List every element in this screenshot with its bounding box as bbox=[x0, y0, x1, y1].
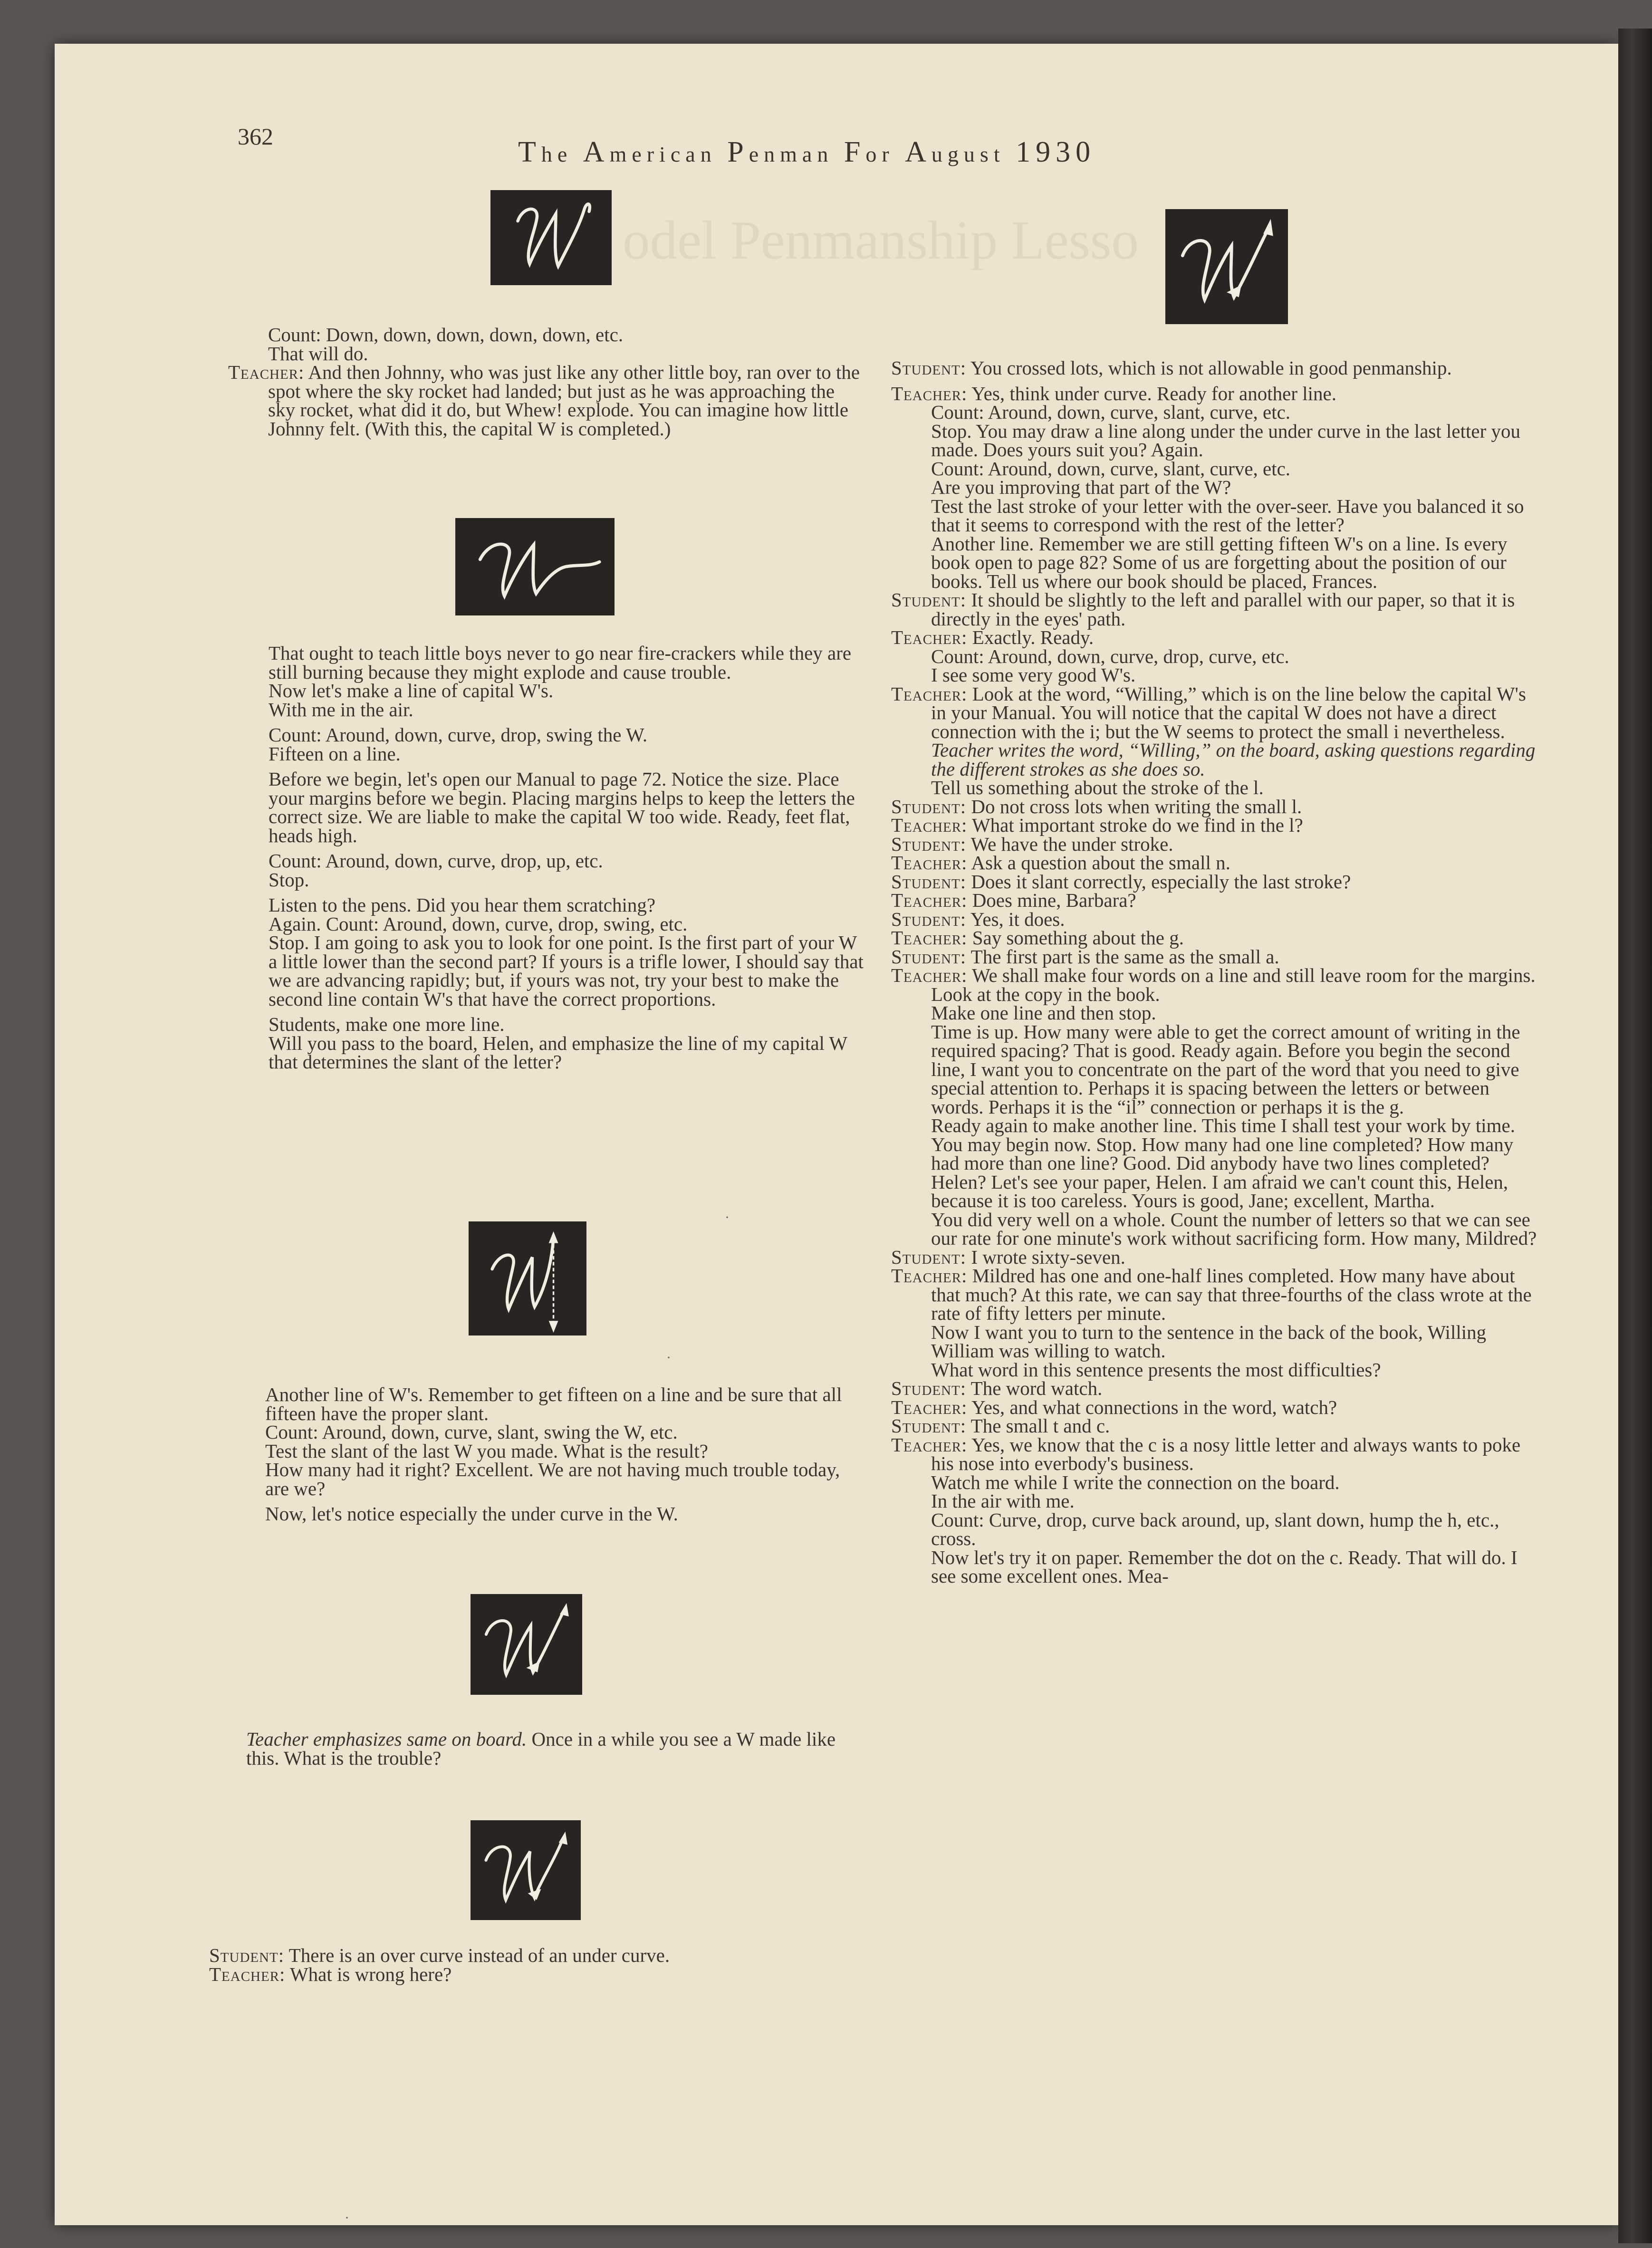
speaker-label: Teacher: bbox=[891, 964, 968, 986]
paragraph: Count: Around, down, curve, drop, up, etc. bbox=[269, 850, 603, 872]
dialog-line: Student: Yes, it does. bbox=[891, 908, 1065, 930]
speaker-label: Teacher: bbox=[891, 852, 968, 874]
capital-w-script-icon bbox=[490, 190, 612, 285]
capital-w-right-column-icon bbox=[1165, 209, 1288, 324]
paragraph: Teacher: And then Johnny, who was just like any other little boy, ran over to the spot where the sky rocket had landed; but just as he was approaching the sky rocket, what did it do, but Whew! explode. You can imagine how little Johnny felt. (With this, the capital W is completed.) bbox=[228, 361, 860, 440]
speaker-label: Student: bbox=[891, 945, 967, 968]
speaker-label: Student: bbox=[891, 1377, 967, 1399]
paragraph: Time is up. How many were able to get the correct amount of writing in the required spacing? That is good. Ready again. Before you begin the second line, I want you to concentrate on the part of the word that you need to give special attention to. Perhaps it is spacing between the letters or between words. Perhaps it is the “il” connection or perhaps it is the g. bbox=[931, 1020, 1520, 1118]
paragraph: Stop. I am going to ask you to look for one point. Is the first part of your W a little lower than the second part? If yours is a trifle lower, I should say that we are advancing rapidly; but, if yours was not, try your best to make the second line contain W's that have the correct proportions. bbox=[269, 932, 864, 1010]
paragraph: What word in this sentence presents the most difficulties? bbox=[931, 1358, 1381, 1381]
paragraph: Again. Count: Around, down, curve, drop, swing, etc. bbox=[269, 913, 688, 935]
speaker-label: Teacher: bbox=[891, 626, 968, 648]
paragraph: Teacher: Mildred has one and one-half lines completed. How many have about that much? At this rate, we can say that three-fourths of the class wrote at the rate of fifty letters per minute. bbox=[891, 1265, 1532, 1324]
speaker-label: Teacher: bbox=[891, 1265, 968, 1287]
paragraph: Teacher: We shall make four words on a line and still leave room for the margins. Look at the copy in the book. bbox=[891, 964, 1536, 1005]
speaker-label: Teacher: bbox=[228, 361, 305, 383]
paragraph: Make one line and then stop. bbox=[931, 1002, 1156, 1024]
speaker-label: Teacher: bbox=[891, 814, 968, 836]
paragraph: With me in the air. bbox=[269, 698, 413, 721]
left-column-block-5 bbox=[209, 1946, 865, 1984]
paragraph: Now let's make a line of capital W's. bbox=[269, 680, 554, 701]
paragraph: Another line of W's. Remember to get fifteen on a line and be sure that all fifteen have the proper slant. bbox=[265, 1383, 842, 1424]
capital-w-glyph bbox=[471, 1594, 582, 1695]
paragraph: Count: Around, down, curve, slant, curve, etc. bbox=[931, 401, 1291, 423]
dialog-line: Student: Does it slant correctly, especially the last stroke? bbox=[891, 870, 1351, 893]
dialog-line: Teacher: Yes, and what connections in the word, watch? bbox=[891, 1396, 1337, 1418]
paragraph: Before we begin, let's open our Manual to page 72. Notice the size. Place your margins before we begin. Placing margins helps to keep the letters the correct size. We are liable to make the capital W too wide. Ready, feet flat, heads high. bbox=[269, 768, 855, 846]
capital-w-glyph bbox=[471, 1820, 581, 1920]
speaker-label: Teacher: bbox=[891, 682, 968, 705]
dialog-line: Student: There is an over curve instead of an under curve. bbox=[209, 1944, 670, 1966]
paragraph: Teacher: Yes, think under curve. Ready for another line. bbox=[891, 382, 1336, 404]
running-head: The American Penman For August 1930 bbox=[518, 136, 1096, 168]
dialog-line: Teacher: Does mine, Barbara? bbox=[891, 889, 1136, 911]
right-column bbox=[891, 359, 1537, 1586]
paragraph: Teacher: Exactly. Ready. bbox=[891, 626, 1094, 648]
speaker-label: Student: bbox=[209, 1944, 285, 1966]
dialog-line: Teacher: Say something about the g. bbox=[891, 927, 1184, 949]
speaker-label: Teacher: bbox=[891, 382, 968, 404]
page-number: 362 bbox=[238, 123, 273, 150]
book-spine bbox=[1618, 29, 1652, 2243]
left-column-block-3 bbox=[265, 1385, 862, 1524]
speaker-label: Student: bbox=[891, 833, 967, 855]
dialog-line: Student: The first part is the same as the small a. bbox=[891, 945, 1279, 968]
capital-w-glyph bbox=[469, 1221, 586, 1335]
stray-mark: · bbox=[345, 2210, 349, 2226]
paragraph: I see some very good W's. bbox=[931, 664, 1136, 686]
dialog-line: Student: We have the under stroke. bbox=[891, 833, 1173, 855]
speaker-label: Teacher: bbox=[891, 889, 968, 911]
speaker-label: Teacher: bbox=[891, 1396, 968, 1418]
capital-w-over-curve-icon bbox=[471, 1820, 581, 1920]
paragraph: Student: It should be slightly to the left and parallel with our paper, so that it is directly in the eyes' path. bbox=[891, 589, 1515, 630]
paragraph: Test the last stroke of your letter with the over-seer. Have you balanced it so that it seems to correspond with the rest of the letter? bbox=[931, 495, 1524, 536]
capital-w-glyph bbox=[490, 190, 612, 285]
paragraph: That ought to teach little boys never to go near fire-crackers while they are still burning because they might explode and cause trouble. bbox=[269, 642, 852, 683]
speaker-label: Teacher: bbox=[209, 1963, 286, 1985]
paragraph: Teacher: Yes, we know that the c is a nosy little letter and always wants to poke his nose into everbody's business. bbox=[891, 1433, 1521, 1474]
bleed-through-text: odel Penmanship Lesso bbox=[623, 210, 1139, 270]
paragraph: In the air with me. bbox=[931, 1490, 1075, 1512]
speaker-label: Student: bbox=[891, 1415, 967, 1437]
dialog-line: Student: The small t and c. bbox=[891, 1415, 1110, 1437]
paragraph: Student: You crossed lots, which is not allowable in good penmanship. bbox=[891, 357, 1452, 379]
dialog-line: Student: Do not cross lots when writing the small l. bbox=[891, 795, 1302, 817]
dialog-line: Teacher: What important stroke do we find in the l? bbox=[891, 814, 1303, 836]
speaker-label: Student: bbox=[891, 870, 967, 893]
paragraph: Count: Curve, drop, curve back around, up, slant down, hump the h, etc., cross. bbox=[931, 1508, 1499, 1549]
left-column-block-1 bbox=[228, 326, 865, 438]
paragraph: Watch me while I write the connection on the board. bbox=[931, 1471, 1340, 1493]
capital-w-glyph bbox=[455, 518, 615, 615]
capital-w-swing-icon bbox=[455, 518, 615, 615]
dialog-line: Teacher: What is wrong here? bbox=[209, 1963, 452, 1985]
speaker-label: Student: bbox=[891, 1246, 967, 1268]
paragraph: Stop. bbox=[269, 868, 309, 891]
paragraph: Ready again to make another line. This time I shall test your work by time. You may begin now. Stop. How many had one line completed? How many had more than one line? Good. Did anybody have two lines completed? Helen? Let's see your paper, Helen. I am afraid we can't count this, Helen, because it is too careless. Yours is good, Jane; excellent, Martha. bbox=[931, 1114, 1515, 1211]
paragraph: How many had it right? Excellent. We are not having much trouble today, are we? bbox=[265, 1459, 840, 1499]
speaker-label: Student: bbox=[891, 908, 967, 930]
speaker-label: Student: bbox=[891, 357, 967, 379]
paragraph: Will you pass to the board, Helen, and emphasize the line of my capital W that determines the slant of the letter? bbox=[269, 1032, 847, 1073]
paragraph: Stop. You may draw a line along under the under curve in the last letter you made. Does yours suit you? Again. bbox=[931, 420, 1520, 461]
paragraph: Now, let's notice especially the under curve in the W. bbox=[265, 1503, 678, 1525]
speaker-label: Student: bbox=[891, 589, 967, 611]
paragraph: Another line. Remember we are still getting fifteen W's on a line. Is every book open to page 82? Some of us are forgetting about the position of our books. Tell us where our book should be placed, Frances. bbox=[931, 532, 1508, 592]
left-column-block-2 bbox=[269, 644, 865, 1072]
paragraph: Listen to the pens. Did you hear them scratching? bbox=[269, 894, 656, 916]
paragraph: You did very well on a whole. Count the number of letters so that we can see our rate for one minute's work without sacrificing form. How many, Mildred? bbox=[931, 1208, 1537, 1249]
dialog-line: Teacher: Ask a question about the small n. bbox=[891, 852, 1230, 874]
paragraph: Now I want you to turn to the sentence in the back of the book, Willing William was willing to watch. bbox=[931, 1321, 1487, 1362]
paragraph: Teacher: Look at the word, “Willing,” which is on the line below the capital W's in your Manual. You will notice that the capital W does not have a direct connection with the i; but the W seems to protect the small i nevertheless. bbox=[891, 682, 1526, 742]
paragraph: Students, make one more line. bbox=[269, 1013, 505, 1035]
paragraph: Count: Down, down, down, down, down, etc. bbox=[268, 324, 624, 346]
paragraph: Tell us something about the stroke of the l. bbox=[931, 777, 1264, 798]
paragraph: Count: Around, down, curve, drop, swing the W. bbox=[269, 724, 648, 746]
left-column-block-4 bbox=[246, 1730, 864, 1768]
dialog-line: Student: I wrote sixty-seven. bbox=[891, 1246, 1125, 1268]
paragraph: That will do. bbox=[268, 342, 368, 365]
paragraph: Teacher writes the word, “Willing,” on the board, asking questions regarding the different strokes as she does so. bbox=[931, 739, 1536, 780]
paragraph: Count: Around, down, curve, drop, curve, etc. bbox=[931, 645, 1289, 667]
paragraph: Are you improving that part of the W? bbox=[931, 476, 1231, 498]
paragraph: Test the slant of the last W you made. What is the result? bbox=[265, 1440, 708, 1462]
speaker-label: Teacher: bbox=[891, 1433, 968, 1456]
paragraph: Count: Around, down, curve, slant, curve, etc. bbox=[931, 457, 1291, 480]
speaker-label: Teacher: bbox=[891, 927, 968, 949]
dialog-line: Student: The word watch. bbox=[891, 1377, 1103, 1399]
paragraph: Count: Around, down, curve, slant, swing the W, etc. bbox=[265, 1421, 678, 1443]
capital-w-under-curve-icon bbox=[471, 1594, 582, 1695]
stray-mark: · bbox=[666, 1350, 671, 1365]
paragraph: Fifteen on a line. bbox=[269, 742, 401, 765]
paragraph: Now let's try it on paper. Remember the dot on the c. Ready. That will do. I see some excellent ones. Mea- bbox=[931, 1546, 1518, 1587]
capital-w-glyph bbox=[1165, 209, 1288, 324]
stray-mark: · bbox=[725, 1210, 730, 1225]
capital-w-arrows-icon bbox=[469, 1221, 586, 1335]
speaker-label: Student: bbox=[891, 795, 967, 817]
paragraph: Teacher emphasizes same on board. Once in a while you see a W made like this. What is the trouble? bbox=[246, 1728, 836, 1769]
